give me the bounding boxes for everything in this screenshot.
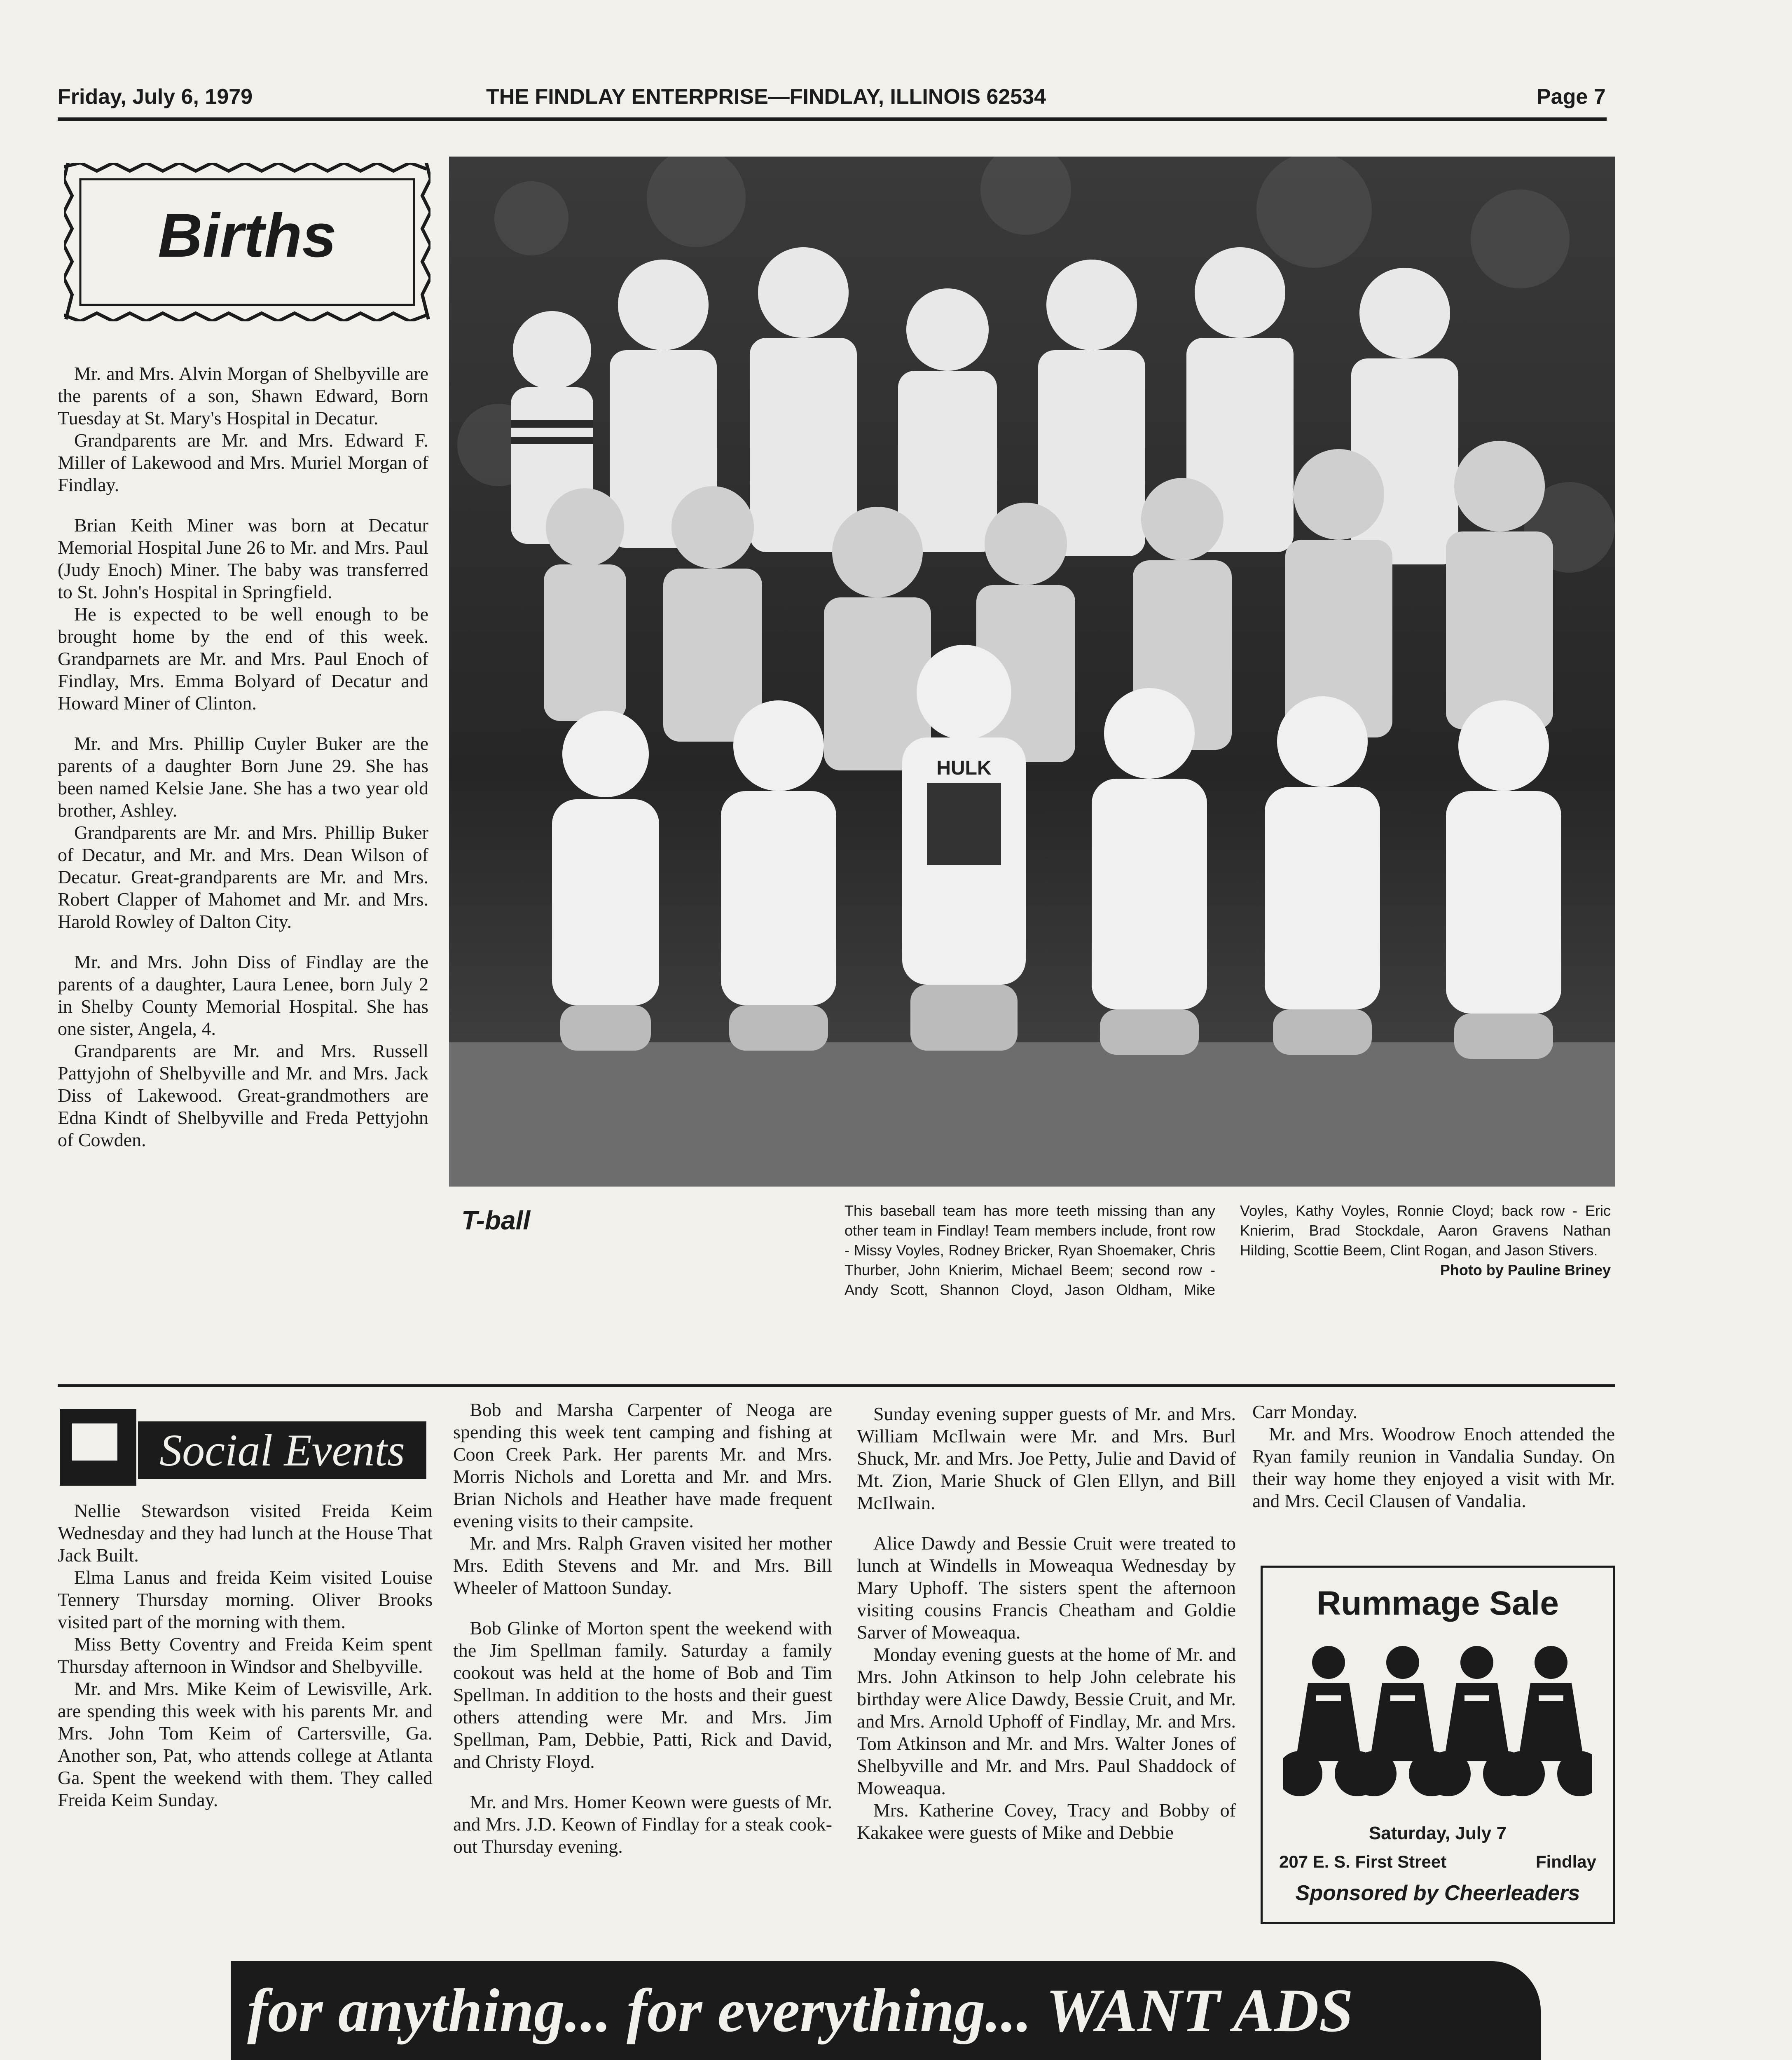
page-number: Page 7 bbox=[1537, 85, 1606, 109]
social-item: Mrs. Katherine Covey, Tracy and Bobby of Kakakee were guests of Mike and Debbie bbox=[857, 1800, 1236, 1843]
birth-notice: Grandparents are Mr. and Mrs. Edward F. Miller of Lakewood and Mrs. Muriel Morgan of Findlay. bbox=[58, 430, 428, 495]
social-item: Mr. and Mrs. Woodrow Enoch attended the Ryan family reunion in Vandalia Sunday. On their way home they enjoyed a visit with Mr. and Mrs. Cecil Clausen of Vandalia. bbox=[1252, 1423, 1615, 1511]
births-title: Births bbox=[158, 201, 337, 270]
rummage-ad-date: Saturday, July 7 bbox=[1369, 1823, 1507, 1843]
social-events-title: Social Events bbox=[159, 1425, 405, 1475]
social-item: Alice Dawdy and Bessie Cruit were treated to lunch at Windells in Moweaqua Wednesday by Mary Uphoff. The sisters spent the afternoon visiting cousins Francis Cheatham and Goldie Sarver of Moweaqua. bbox=[857, 1533, 1236, 1643]
team-photo bbox=[449, 157, 1615, 1187]
photo-label: T-ball bbox=[461, 1206, 531, 1235]
social-events-logo-inner-icon bbox=[72, 1423, 117, 1461]
rummage-ad-address: 207 E. S. First Street bbox=[1279, 1852, 1447, 1871]
social-item: Sunday evening supper guests of Mr. and Mrs. William McIlwain were Mr. and Mrs. Burl Shuck, Mr. and Mrs. Joe Petty, Julie and David of Mt. Zion, Marie Shuck of Glen Ellyn, and Bill McIlwain. bbox=[857, 1403, 1236, 1513]
social-item: Elma Lanus and freida Keim visited Louise Tennery Thursday morning. Oliver Brooks visited part of the morning with them. bbox=[58, 1567, 433, 1632]
birth-notice: Grandparents are Mr. and Mrs. Phillip Buker of Decatur, and Mr. and Mrs. Dean Wilson of Decatur. Great-grandparents are Mr. and Mrs. Robert Clapper of Mahomet and Mr. and Mrs. Harold Rowley of Dalton City. bbox=[58, 822, 428, 932]
hulk-shirt-text: HULK bbox=[936, 757, 992, 779]
birth-notice: Brian Keith Miner was born at Decatur Memorial Hospital June 26 to Mr. and Mrs. Paul (Judy Enoch) Miner. The baby was transferred to St. John's Hospital in Springfield. bbox=[58, 515, 428, 602]
cheerleaders-illustration bbox=[1283, 1638, 1592, 1811]
social-item: Bob Glinke of Morton spent the weekend with the Jim Spellman family. Saturday a family cookout was held at the home of Bob and Tim Spellman. In addition to the hosts and their guest others attending were Mr. and Mrs. Jim Spellman, Pam, Debbie, Patti, Rick and David, and Christy Floyd. bbox=[453, 1618, 832, 1772]
header-rule bbox=[58, 117, 1607, 121]
birth-notice: Mr. and Mrs. Phillip Cuyler Buker are the parents of a daughter Born June 29. She has been named Kelsie Jane. She has a two year old brother, Ashley. bbox=[58, 733, 428, 821]
social-item: Bob and Marsha Carpenter of Neoga are spending this week tent camping and fishing at Coon Creek Park. Her parents Mr. and Mrs. Morris Nichols and Loretta and Mr. and Mrs. Brian Nichols and Heather have made frequent evening visits to their campsite. bbox=[453, 1399, 832, 1531]
photo-caption-text: This baseball team has more teeth missing than any other team in Findlay! Team members include, front row - Missy Voyles, Rodney Bricker, Ryan Shoemaker, Chris Thurber, John Knierim, Michael Beem; second row - Andy Scott, Shannon Cloyd, Jason Oldham, Mike Voyles, Kathy Voyles, Ronnie Cloyd; back row - Eric Knierim, Brad Stockdale, Aaron Gravens Nathan Hilding, Scottie Beem, Clint Rogan, and Jason Stivers. bbox=[845, 1202, 1611, 1298]
birth-notice: Mr. and Mrs. John Diss of Findlay are the parents of a daughter, Laura Lenee, born July 2 in Shelby County Memorial Hospital. She has one sister, Angela, 4. bbox=[58, 951, 428, 1039]
photo-credit: Photo by Pauline Briney bbox=[1440, 1262, 1611, 1278]
newspaper-title: THE FINDLAY ENTERPRISE—FINDLAY, ILLINOIS 62534 bbox=[486, 85, 1046, 109]
social-col-4 bbox=[1252, 1401, 1615, 1512]
rummage-ad-sponsor: Sponsored by Cheerleaders bbox=[1295, 1881, 1580, 1905]
social-item: Mr. and Mrs. Homer Keown were guests of Mr. and Mrs. J.D. Keown of Findlay for a steak cook-out Thursday evening. bbox=[453, 1791, 832, 1857]
birth-notice: Grandparents are Mr. and Mrs. Russell Pattyjohn of Shelbyville and Mr. and Mrs. Jack Diss of Lakewood. Great-grandmothers are Edna Kindt of Shelbyville and Freda Pettyjohn of Cowden. bbox=[58, 1040, 428, 1150]
social-col-3 bbox=[857, 1403, 1236, 1844]
social-col-2 bbox=[453, 1399, 832, 1858]
photo-caption bbox=[845, 1201, 1611, 1300]
want-ads-banner-text: for anything... for everything... WANT ADS bbox=[247, 1976, 1353, 2045]
rummage-sale-ad bbox=[1261, 1566, 1615, 1924]
social-item: Monday evening guests at the home of Mr. and Mrs. John Atkinson to help John celebrate his birthday were Alice Dawdy, Bessie Cruit, and Mr. and Mrs. Arnold Uphoff of Findlay, Mr. and Mrs. Tom Atkinson and Mr. and Mrs. Walter Jones of Shelbyville and Mr. and Mrs. Paul Shaddock of Moweaqua. bbox=[857, 1644, 1236, 1798]
birth-notice: Mr. and Mrs. Alvin Morgan of Shelbyville are the parents of a son, Shawn Edward, Born Tuesday at St. Mary's Hospital in Decatur. bbox=[58, 363, 428, 428]
social-item: Miss Betty Coventry and Freida Keim spent Thursday afternoon in Windsor and Shelbyville. bbox=[58, 1634, 433, 1677]
rummage-ad-title: Rummage Sale bbox=[1317, 1585, 1559, 1622]
social-item: Mr. and Mrs. Ralph Graven visited her mother Mrs. Edith Stevens and Mr. and Mrs. Bill Wheeler of Mattoon Sunday. bbox=[453, 1533, 832, 1598]
team-photo-image bbox=[449, 157, 1615, 1187]
rummage-ad-town: Findlay bbox=[1535, 1852, 1596, 1871]
page-date: Friday, July 6, 1979 bbox=[58, 85, 253, 109]
social-item: Nellie Stewardson visited Freida Keim Wednesday and they had lunch at the House That Jack Built. bbox=[58, 1500, 433, 1566]
births-column bbox=[58, 363, 428, 1151]
social-events-title-box bbox=[60, 1405, 430, 1487]
social-item: Carr Monday. bbox=[1252, 1401, 1358, 1422]
section-rule bbox=[58, 1384, 1615, 1387]
births-title-box bbox=[64, 163, 430, 321]
social-item: Mr. and Mrs. Mike Keim of Lewisville, Ark. are spending this week with his parents Mr. and Mrs. John Tom Keim of Cartersville, Ga. Another son, Pat, who attends college at Atlanta Ga. Spent the weekend with them. They called Freida Keim Sunday. bbox=[58, 1678, 433, 1810]
birth-notice: He is expected to be well enough to be brought home by the end of this week. Grandparnets are Mr. and Mrs. Paul Enoch of Findlay, Mrs. Emma Bolyard of Decatur and Howard Miner of Clinton. bbox=[58, 604, 428, 714]
social-col-1 bbox=[58, 1500, 433, 1811]
